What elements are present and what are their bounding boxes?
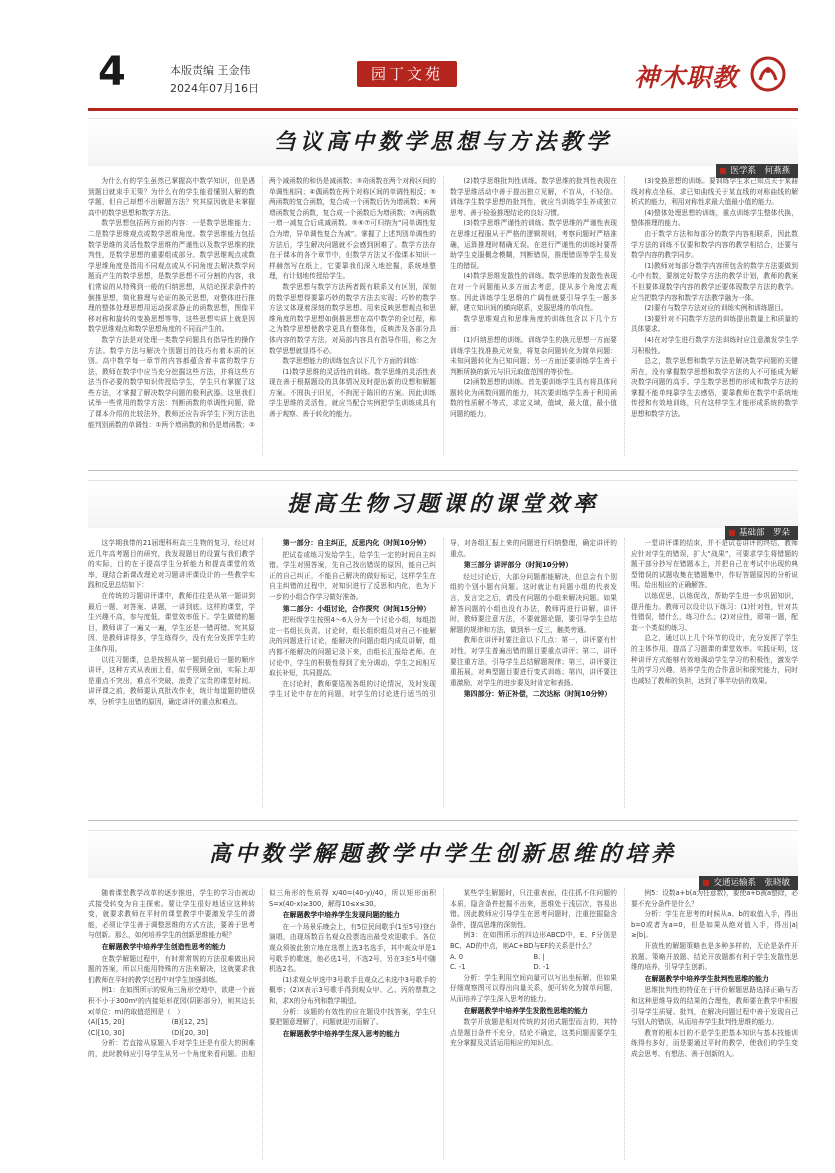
paragraph: 数学方法是对处理一类数学问题具有指导性的操作方法。数学方法与解决个别题目的技巧有着本质的区别。高中数学每一章节的内容都蕴含着丰富的数学方法，教师在数学中应当充分挖掘这些方法，并将这些方法当作必要的数学知识传授给学生，学生只有掌握了这些方法，才掌握了解决数学问题的极利武器。这里我们试举一些常用的数学方法：判断函数的单调性问题，除了课本介绍的比较法外，教师还应告诉学生下列方法也能判别函数的单调性：①两个增函数的和仍是增函数；②两个减函数的和仍是减函数；③奇函数在两个对称区间的单调性相同；④偶函数在两个对称区间的单调性相反；⑤两函数的复合函数，复合成一个函数后仍为增函数；⑥两增函数复合函数，复合成一个函数后为增函数；⑦两函数一增一减复合后成减函数。⑤⑥⑦可归纳为“同单调性复合为增，异单调性复合为减”。掌握了上述判别单调性的方法后，学生解决问题就不会感到困难了。数学方法存在于课本的各个章节中，但数学方法又不像课本知识一样赫然写在纸上，它要靠我们深入地挖掘，系统地整理，有计划地传授给学生。 [88,177,436,429]
paragraph: (2)数学思维批判性训练。数学思维的批判性表现在数学思维活动中善于提出独立见解，不盲从，不轻信。训练学生数学思想的批判性，就应当训练学生养成独立思考、善于检验推理结论的良好习惯。 [450,177,617,217]
paragraph: 把班级学生按照4～6人分为一个讨论小组，每组指定一名组长负责。讨论时，组长组织组员对自己不能解决的问题进行讨论，能解决的问题由组内成员讲解，组内都不能解决的问题记录下来，由组长汇报给老师。在讨论中，学生的积极性得到了充分调动，学生之间相互取长补短，共同提高。 [269,616,436,678]
paragraph: 总之，通过以上几个环节的设计，充分发挥了学生的主体作用，提高了习题课的课堂效率。实践证明，这种讲评方式能够有效地调动学生学习的积极性，激发学生的学习兴趣，培养学生的合作意识和探究能力，同时也减轻了教师的负担，达到了事半功倍的效果。 [631,634,798,685]
answer-option: (A)[15, 20] [88,1018,125,1027]
paragraph: 这学期我带的21届理科班高三生物的复习，经过对近几年高考题目的研究，我发现题目的设置与我们教学的实际，目的在于提高学生分析能力和提高课堂的效率，现结合新课改理论对习题讲评课设计的一些教学实践和反思总结如下： [88,539,255,590]
paragraph: (4)整体处理思想的训练，重点训练学生整体代换，整体推理的能力。 [631,208,798,228]
paragraph: 例3：在如图所示的四边形ABCD中，E、F分别是BC、AD的中点，则AC+BD与EF的关系是什么？ [450,931,617,950]
paragraph: 分析：学生利用空间向量可以写出坐标解，但如果仔细观察图可以得出向量关系，便可转化为简单问题，从而培养了学生深入思考的能力。 [450,973,617,1003]
answer-option: (D)[20, 30] [171,1028,209,1037]
paragraph: (2)函数思想的训练。首先要训练学生具有将具体问题转化为函数问题的能力，其次要训练学生善于利用函数的性质解不等式，求定义域，值域，最大值，最小值问题的能力。 [450,378,617,419]
paragraph: 以练促思，以练促改，帮助学生进一步巩固知识，提升能力。教师可以设计以下练习：(1)针对性，针对共性错误，错什么，练习什么；(2)对应性，即第一题，配套一个类似的练习。 [631,591,798,632]
section-heading: 在解题教学中培养学生发散性思维的能力 [463,1006,588,1015]
paragraph: 数学思想与数学方法两者既有联系又有区别，深刻的数学思想得要靠巧妙的数学方法去实现；巧妙的数学方法又体现着深刻的数学思想。用来反映思想观点和思维角度的数学思想如倒推思想在高中数学的全过程，称之为数学思想使教学更具有整体性，反映涉及各部分具体内容的数学方法，对局部内容具有指导作用，称之为数学思想就显得不必。 [269,282,436,355]
paragraph: (1)求观众甲选中3号歌手且观众乙未选中3号歌手的概率；(2)X表示3号歌手得到观众甲、乙、丙的票数之和，求X的分布列和数学期望。 [269,975,436,1005]
paragraph: 开放性的解题策略也是多种多样的，无论是条件开放题、策略开放题、结论开放题都有利于学生发散性思维的培养，引导学生创新。 [631,941,798,972]
section-heading: 第四部分：矫正补偿，二次达标（时间10分钟） [463,690,612,699]
answer-option: D. -1 [533,963,550,972]
paragraph: 在传统的习题讲评课中，教师往往是从第一题讲到最后一题，对答案、讲题，一讲到底。这样的课堂，学生兴趣不高，参与度低，课堂效率低下。学生做错的题目，教师讲了一遍又一遍，学生还是一错再错。究其原因，是教师讲得多，学生练得少，没有充分发挥学生的主体作用。 [88,591,255,653]
article-body [88,538,798,808]
paragraph: 教师在讲评时要注意以下几点：第一，讲评要有针对性，对学生普遍出错的题目要重点讲评；第二，讲评要注重方法，引导学生总结解题规律；第三，讲评要注重拓展，对典型题目要进行变式训练；第四，讲评要注重激励，对学生的进步要及时肯定和表扬。 [450,636,617,687]
paragraph: 某些学生解题时，只注重表面，往往抓不住问题的本质，隐含条件挖掘不出来，思维处于浅层次，容易出错。因此教师应引导学生在思考问题时，注重挖掘隐含条件，提高思维的深刻性。 [450,889,617,929]
headline-box [88,118,798,176]
article-math-thinking [88,118,798,458]
article-body [88,888,798,1160]
paragraph: 数学思想能力的训练包含以下几个方面的训练： [282,357,423,366]
paragraph: 数学开放题是相对传统的封闭式题型而言的，其特点是题目条件不充分，结论不确定，这类问题需要学生充分掌握及灵活运用相应的知识点。 [450,1018,617,1048]
paragraph: (1)数学思维的灵活性的训练。数学思维的灵活性表现在善于根据题设的具体情况及时提出新的设想和解题方案。不囿执于旧见，不拘泥于陈旧的方案。因此训练学生思维的灵活性，就应当配合实例把学生训练成具有善于观察、善于转化的能力。 [269,367,436,419]
paragraph: 由于数学方法和每部分的数学内容相联系，因此数学方法的训练不仅要和数学内容的教学相结合，还要与数学内容的教学同步。 [631,229,798,260]
article-title: 刍议高中数学思想与方法教学 [273,129,612,155]
headline-box [88,480,798,538]
paragraph: 以往习题课，总是按照从第一题到最后一题的顺序讲评，这种方式从表面上看，似乎照顾全面，实际上却是重点不突出，难点不突破，浪费了宝贵的课堂时间。讲评课之前，教师要认真批改作业，统计每道题的错误率，分析学生出错的原因，确定讲评的重点和难点。 [88,655,255,706]
paragraph: (2)要有与数学方法对应的训练实例和训练题目。 [644,304,788,313]
issue-date: 2024年07月16日 [170,82,259,95]
paragraph: (1)归纳思想的训练。训练学生的换元思想一方面要训练学生找准换元对象，将复杂问题转化为简单问题：未知问题转化为已知问题；另一方面还要训练学生善于判断所换的新元与旧元取值范围的等价性。 [450,335,617,376]
answer-options [88,1017,255,1038]
paragraph: 一堂讲评课的结束，并不是试卷讲评的终结，教师应针对学生的错误，扩大“战果”，可要求学生将错题的题干部分抄写在错题本上，并把自己在考试中出现的典型错误的试题收集在错题集中，作好答题原因的分析说明。给出相应的正确解答。 [631,539,798,590]
section-heading: 第三部分 讲评部分（时间10分钟） [463,561,573,570]
section-heading: 在解题教学中培养学生发现问题的能力 [282,911,400,920]
answer-option: A. 0 [450,952,463,961]
paragraph: (3)数学思维严谨性的训练。数学思维的严谨性表现在思维过程服从于严格的逻辑规则，考察问题时严格准确，运算推理时精确无误。在进行严谨性的训练时要帮助学生克服概念模糊，判断错误，推理错误等学生易发生的错误。 [450,219,617,270]
paragraph: 分析：该题的有效性的应在题设中找答案，学生只要把题意理解了，问题就迎刃而解了。 [269,1007,436,1027]
answer-option: (C)[10, 30] [88,1028,125,1037]
paragraph: (3)要针对不同数学方法的训练提出数量上和质量的具体要求。 [631,314,798,334]
section-heading: 在解题教学中培养学生深入思考的能力 [282,1029,400,1038]
paragraph: 例1：在如图所示的锐角三角形空地中，欲建一个面积不小于300m²的内接矩形花园(阴影部分)，则其边长x(单位：m)的取值范围是（ ） [88,986,255,1016]
article-body [88,176,798,456]
paragraph: 在讨论时，教师要巡视各组的讨论情况，及时发现学生讨论中存在的问题，对学生的讨论进行适当的引导，对各组汇报上来的问题进行归纳整理，确定讲评的重点。 [269,539,617,699]
paragraph: 总之，数学思想和数学方法是解决数学问题的关键所在，没有掌握数学思想和数学方法的人不可能成为解决数学问题的高手。学生数学思想的形成和数学方法的掌握不能单纯靠学生去感悟，要靠教师在数学中系统地传授和有效地训练，只有这样学生才能形成系统的数学思想和数学方法。 [631,357,798,419]
school-emblem-icon [750,56,786,92]
answer-option: C. -1 [450,963,466,972]
answer-option: (B)[12, 25] [171,1018,208,1027]
paragraph: (4)数学思维发散性的训练。数学思维的发散性表现在对一个问题能从多方面去考虑，提从多个角度去观察。因此训练学生思维的广阔性就要引导学生一题多解，建立知识间的横向联系，克服思维的单向性。 [450,272,617,313]
paragraph: (4)在对学生进行数学方法训练时应注意激发学生学习积极性。 [631,335,798,355]
headline-box [88,830,798,888]
paragraph: 为什么有的学生虽然已掌握高中数学知识，但是遇到题目就束手无策？为什么有的学生能看懂别人解的数学题，但自己却想不出解题方法？究其原因就是未掌握高中的数学思想和数学方法。 [88,177,255,217]
section-heading: 第二部分：小组讨论，合作探究（时间15分钟） [282,604,431,613]
section-divider [88,820,798,821]
paragraph: 数学思想包括两方面的内容：一是数学思维能力；二是数学思维观点或数学思维角度。数学思维能力包括数学思维的灵活性数学思维的严谨性以及数学思维的批判性，是数学思想的重要组成部分。数学思维观点或数学思维角度是指用不同观点或从不同角度去解决数学问题而产生的数学思想，是数学思想不可分割的内容，我们常说的从特殊到一般的归纳思想，从结论探求条件的倒推思想，简化推理与论证的换元思想，对整体进行推理的整体处理思想用运动探求静止的函数思想，图像平移对称和旋转的变换思想等等，这些思想实质上就是因数学思维观点和数学思想角度的不同而产生的。 [88,219,255,334]
paragraph: 经过讨论后，大部分问题都能解决，但总会有个别组的个别小题有问题。这时就让有问题小组的代表发言，发言完之后，请没有问题的小组来解决问题。如果解答问题的小组也没有办法，教师再进行讲解。讲评时，教师要注意方法，不要就题论题，要引导学生总结解题的规律和方法，做到举一反三，触类旁通。 [450,572,617,634]
section-heading: 在解题教学中培养学生批判性思维的能力 [644,974,769,983]
article-creative-thinking [88,830,798,1160]
paragraph: 在一个场景乐晚会上，有5位民间歌手(1至5号)登台演唱，由现场数百名观众投票选出最受欢迎歌手。各位观众须彼此独立地在选票上选3名选手，其中观众甲是1号歌手的歌迷，他必选1号，不选2号，另在3至5号中随机选2名。 [269,922,436,974]
answer-options [450,952,617,973]
masthead [0,0,835,118]
answer-option: B. | [533,952,545,961]
paragraph: 例5：设数a+b(a为任意数)，要使a+b被a整除，必要不充分条件是什么？ [631,889,798,908]
article-byline: 医学系 何燕燕 [716,164,798,178]
article-title: 提高生物习题课的课堂效率 [286,491,599,517]
article-biology-exercises [88,480,798,810]
article-title: 高中数学解题教学中学生创新思维的培养 [208,841,677,867]
paragraph: 数学思维观点和思维角度的训练包含以下几个方面： [450,314,617,334]
paragraph: 在数学解题过程中，有时常常规的方法很难做出问题的答案，所以只能用特殊的方法来解决，这就要求我们教师在平时的教学过程中对学生加强训练。 [88,954,255,984]
paragraph: (3)变换思想的训练。要训练学生求己知点关于某曲线对称点坐标，求已知曲线关于某直线的对称曲线的解析式的能力，利用对称性求最大值最小值的能力。 [631,177,798,207]
article-byline: 交通运输系 张晓敏 [699,876,798,890]
paragraph: 分析：若直接从原题入手对学生还是有很大的困难的，此时教师应引导学生从另一个角度来看问题。由相似三角形的性质得 x/40=(40-y)/40，所以矩形面积S=x(40-x)≥300，解得10≤x≤30。 [88,889,436,1058]
editor-credit: 本版责编 王金伟 [170,64,251,77]
article-byline: 基础部 罗朵 [725,526,798,540]
column-name-tag: 园丁文苑 [357,61,457,87]
paragraph: 教育的根本目的不是学生把基本知识与基本技能训练得有多好，而是要通过平时的教学，使我们的学生变成会思考、有想法、善于创新的人。 [631,1028,798,1058]
paragraph: 随着课堂教学改革的逐步推进，学生的学习由被动式接受转变为自主探索。要让学生很好地适应这种转变，就要求教师在平时的课堂教学中要激发学生的潜能，必须让学生善于调整思维的方式方法，要善于思考与创新。那么，如何培养学生的创新思维能力呢？ [88,889,255,940]
masthead-rule [88,108,798,111]
page-number: 4 [98,49,126,95]
section-heading: 第一部分：自主纠正，反思内化（时间10分钟） [282,539,431,547]
section-heading: 在解题教学中培养学生创造性思考的能力 [101,942,226,951]
newspaper-brand: 神木职教 [634,63,739,92]
section-divider [88,470,798,471]
paragraph: 把试卷或练习发给学生，给学生一定的时间自主纠错。学生对照答案，先自己找出错误的原因，能自己纠正的自己纠正，不能自己解决的做好标记，这样学生在自主纠错的过程中，对知识进行了反思和内化，也为下一步的小组合作学习做好准备。 [269,550,436,601]
paragraph: 思维批判性的特征在于评价解题思路选择正确与否和这种思维导致的结果的合理性，教师要在教学中积极引导学生质疑、批判，在解决问题过程中善于发现自己与别人的错误，从而培养学生批判性思维的能力。 [631,986,798,1027]
paragraph: (1)教师对每部分数学内容所包含的数学方法要做到心中有数，要制定好数学方法的教学计划，教师的教案不但要体现数学内容的教学还要体现数学方法的教学。应当把数学内容和数学方法教学融为一体。 [631,261,798,302]
paragraph: 分析：学生在思考的时候从a、b的取值入手，得出b=0或者为a=0，但是如果从绝对值入手，得出|a|≥|b|。 [631,910,798,940]
